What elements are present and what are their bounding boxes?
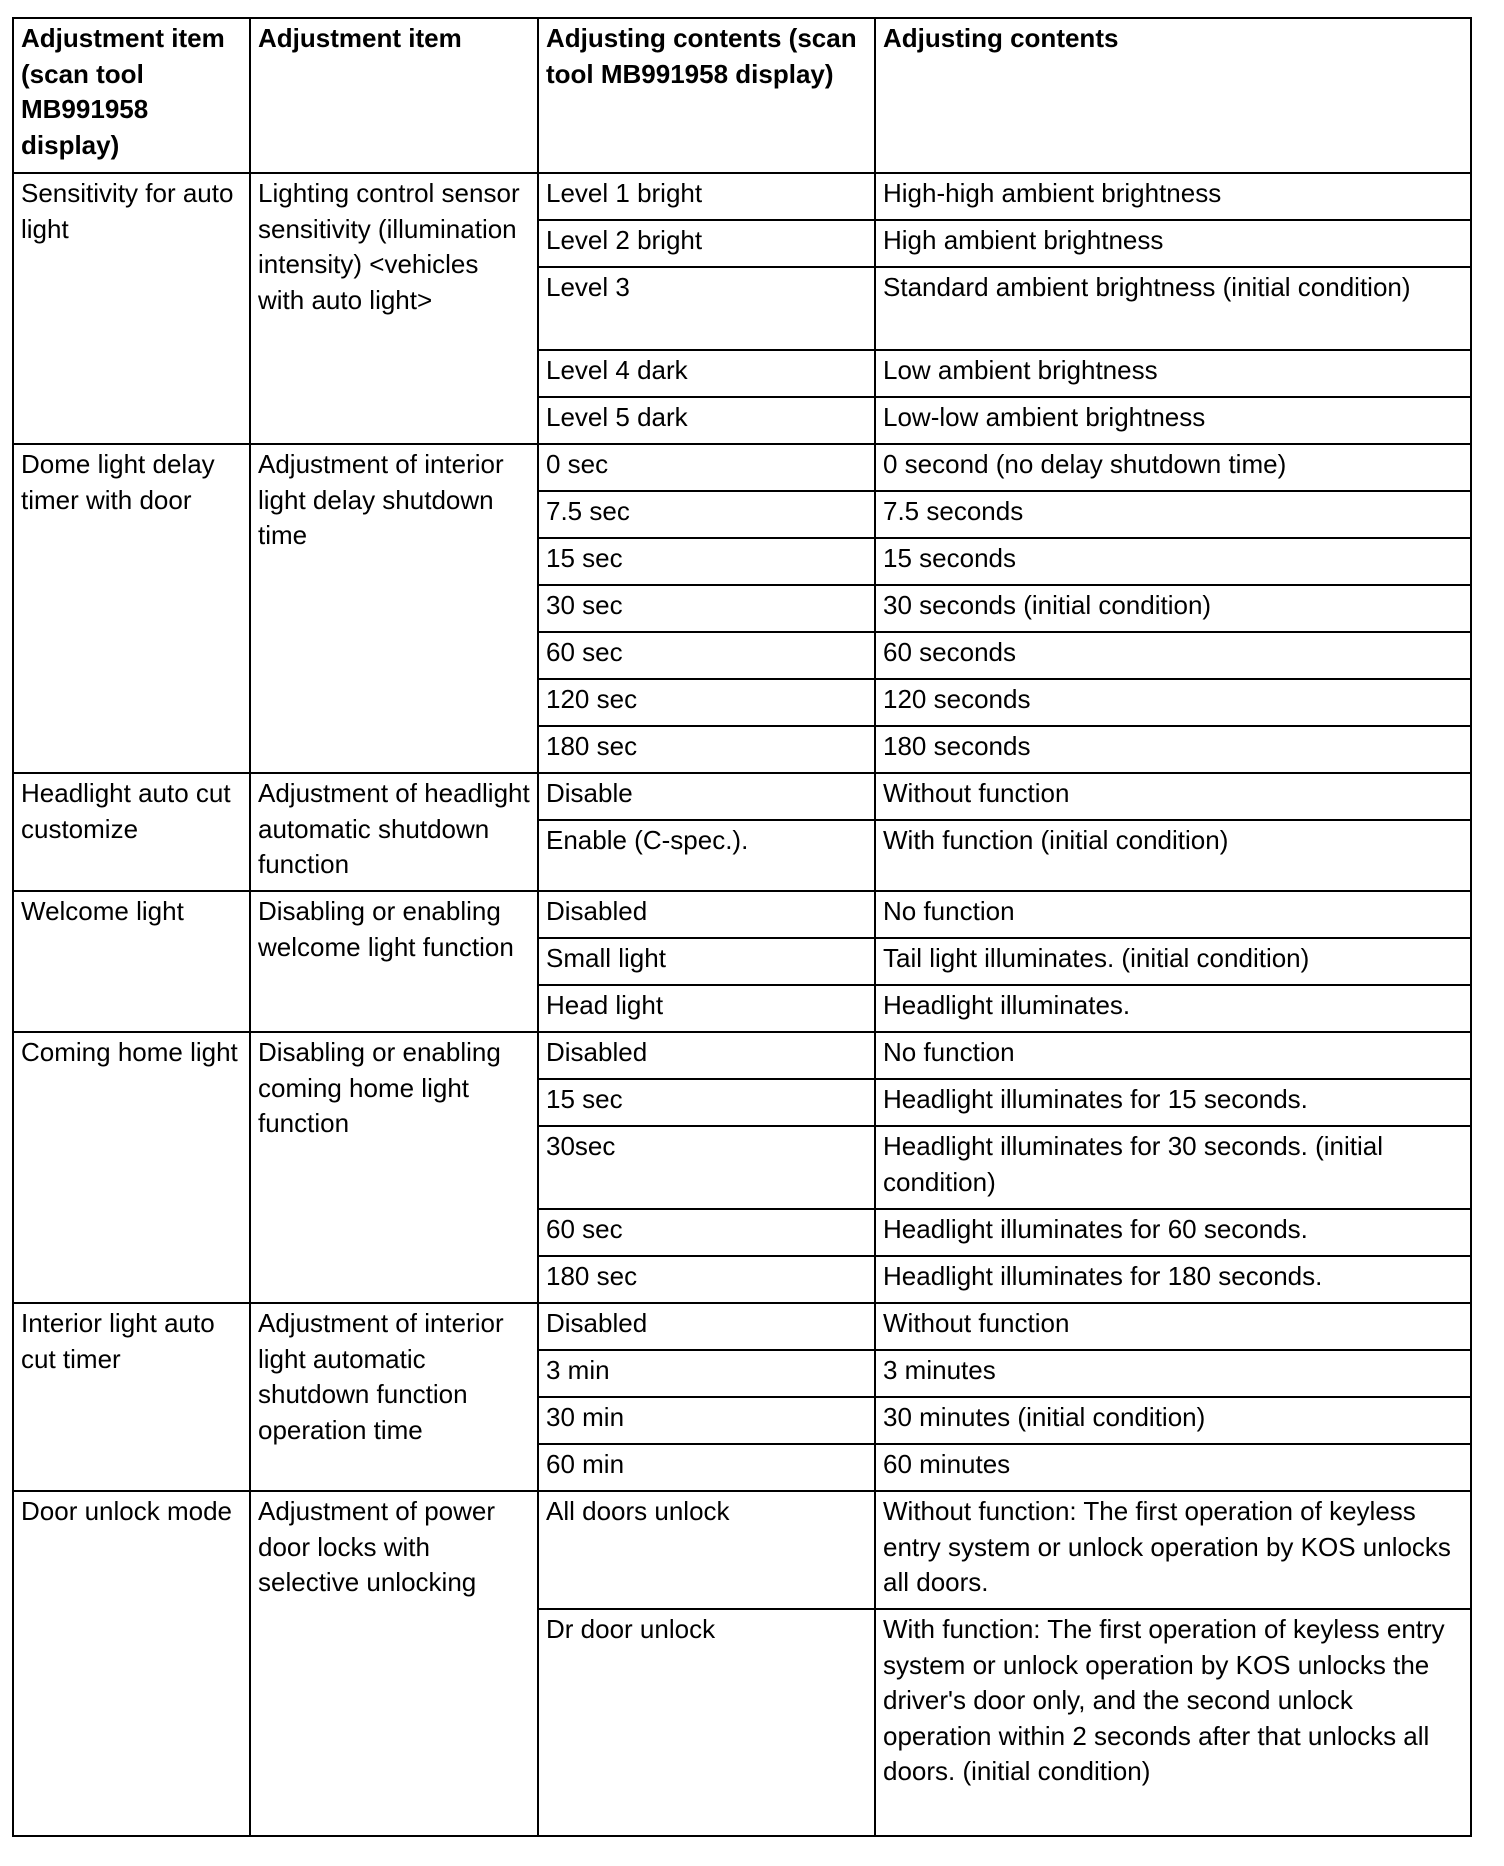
table-row — [13, 1303, 1471, 1350]
adjusting-contents-display-cell: 0 sec — [538, 444, 875, 491]
adjusting-contents-cell: 120 seconds — [875, 679, 1471, 726]
adjusting-contents-display-cell: Disable — [538, 773, 875, 820]
header-item: Adjustment item — [250, 18, 538, 173]
adjusting-contents-cell: 60 minutes — [875, 1444, 1471, 1491]
adjusting-contents-display-cell: Level 3 — [538, 267, 875, 350]
adjusting-contents-cell: 15 seconds — [875, 538, 1471, 585]
adjusting-contents-cell: No function — [875, 891, 1471, 938]
header-row — [13, 18, 1471, 173]
adjusting-contents-display-cell: 7.5 sec — [538, 491, 875, 538]
adjustment-table — [12, 17, 1472, 1837]
adjusting-contents-cell: Standard ambient brightness (initial condition) — [875, 267, 1471, 350]
table-row — [13, 173, 1471, 220]
adjustment-item-display-cell: Welcome light — [13, 891, 250, 1032]
adjusting-contents-cell: High ambient brightness — [875, 220, 1471, 267]
adjustment-item-display-cell: Door unlock mode — [13, 1491, 250, 1836]
adjusting-contents-display-cell: Head light — [538, 985, 875, 1032]
adjusting-contents-cell: 30 minutes (initial condition) — [875, 1397, 1471, 1444]
adjusting-contents-display-cell: Enable (C-spec.). — [538, 820, 875, 891]
adjusting-contents-cell: Without function — [875, 773, 1471, 820]
adjusting-contents-display-cell: Disabled — [538, 1303, 875, 1350]
adjusting-contents-cell: No function — [875, 1032, 1471, 1079]
adjusting-contents-display-cell: Level 1 bright — [538, 173, 875, 220]
table-row — [13, 891, 1471, 938]
adjusting-contents-display-cell: 120 sec — [538, 679, 875, 726]
adjusting-contents-cell: Headlight illuminates for 30 seconds. (initial condition) — [875, 1126, 1471, 1209]
adjusting-contents-display-cell: 30sec — [538, 1126, 875, 1209]
adjustment-item-cell: Adjustment of interior light delay shutdown time — [250, 444, 538, 773]
adjusting-contents-display-cell: Small light — [538, 938, 875, 985]
adjustment-item-display-cell: Sensitivity for auto light — [13, 173, 250, 444]
adjusting-contents-cell: High-high ambient brightness — [875, 173, 1471, 220]
adjusting-contents-cell: With function (initial condition) — [875, 820, 1471, 891]
adjustment-item-cell: Adjustment of interior light automatic shutdown function operation time — [250, 1303, 538, 1491]
adjusting-contents-display-cell: 15 sec — [538, 538, 875, 585]
adjusting-contents-cell: Headlight illuminates. — [875, 985, 1471, 1032]
adjusting-contents-display-cell: Level 5 dark — [538, 397, 875, 444]
adjusting-contents-display-cell: Level 2 bright — [538, 220, 875, 267]
adjusting-contents-display-cell: 60 min — [538, 1444, 875, 1491]
table-row — [13, 444, 1471, 491]
adjusting-contents-cell: Headlight illuminates for 60 seconds. — [875, 1209, 1471, 1256]
adjusting-contents-cell: Headlight illuminates for 15 seconds. — [875, 1079, 1471, 1126]
adjusting-contents-display-cell: 3 min — [538, 1350, 875, 1397]
table-row — [13, 1032, 1471, 1079]
adjusting-contents-display-cell: 180 sec — [538, 726, 875, 773]
table-row — [13, 773, 1471, 820]
adjusting-contents-cell: Low-low ambient brightness — [875, 397, 1471, 444]
adjusting-contents-cell: Tail light illuminates. (initial condition) — [875, 938, 1471, 985]
adjusting-contents-cell: Without function: The first operation of keyless entry system or unlock operation by KOS unlocks all doors. — [875, 1491, 1471, 1609]
adjusting-contents-cell: 60 seconds — [875, 632, 1471, 679]
adjustment-item-display-cell: Dome light delay timer with door — [13, 444, 250, 773]
header-contents: Adjusting contents — [875, 18, 1471, 173]
adjustment-item-cell: Disabling or enabling welcome light function — [250, 891, 538, 1032]
adjusting-contents-cell: Without function — [875, 1303, 1471, 1350]
adjusting-contents-cell: 3 minutes — [875, 1350, 1471, 1397]
adjusting-contents-display-cell: Disabled — [538, 1032, 875, 1079]
adjusting-contents-cell: Low ambient brightness — [875, 350, 1471, 397]
adjusting-contents-display-cell: Level 4 dark — [538, 350, 875, 397]
adjusting-contents-cell: 30 seconds (initial condition) — [875, 585, 1471, 632]
adjustment-item-display-cell: Headlight auto cut customize — [13, 773, 250, 891]
adjusting-contents-display-cell: 15 sec — [538, 1079, 875, 1126]
adjusting-contents-display-cell: 60 sec — [538, 632, 875, 679]
adjustment-item-cell: Adjustment of power door locks with selective unlocking — [250, 1491, 538, 1836]
adjustment-item-cell: Lighting control sensor sensitivity (illumination intensity) <vehicles with auto light> — [250, 173, 538, 444]
adjusting-contents-display-cell: Disabled — [538, 891, 875, 938]
table-row — [13, 1491, 1471, 1609]
adjusting-contents-cell: Headlight illuminates for 180 seconds. — [875, 1256, 1471, 1303]
adjusting-contents-display-cell: 60 sec — [538, 1209, 875, 1256]
adjusting-contents-display-cell: 30 sec — [538, 585, 875, 632]
adjusting-contents-display-cell: All doors unlock — [538, 1491, 875, 1609]
adjusting-contents-cell: With function: The first operation of keyless entry system or unlock operation by KOS unlocks the driver's door only, and the second unlock operation within 2 seconds after that unlocks all doors. (initial condition) — [875, 1609, 1471, 1836]
adjustment-item-cell: Disabling or enabling coming home light function — [250, 1032, 538, 1303]
adjusting-contents-cell: 180 seconds — [875, 726, 1471, 773]
adjusting-contents-display-cell: 180 sec — [538, 1256, 875, 1303]
header-contents-display: Adjusting contents (scan tool MB991958 display) — [538, 18, 875, 173]
adjustment-item-cell: Adjustment of headlight automatic shutdown function — [250, 773, 538, 891]
adjustment-item-display-cell: Interior light auto cut timer — [13, 1303, 250, 1491]
adjustment-item-display-cell: Coming home light — [13, 1032, 250, 1303]
adjusting-contents-cell: 7.5 seconds — [875, 491, 1471, 538]
header-item-display: Adjustment item (scan tool MB991958 display) — [13, 18, 250, 173]
adjusting-contents-display-cell: 30 min — [538, 1397, 875, 1444]
adjusting-contents-display-cell: Dr door unlock — [538, 1609, 875, 1836]
adjusting-contents-cell: 0 second (no delay shutdown time) — [875, 444, 1471, 491]
table-body — [13, 173, 1471, 1836]
